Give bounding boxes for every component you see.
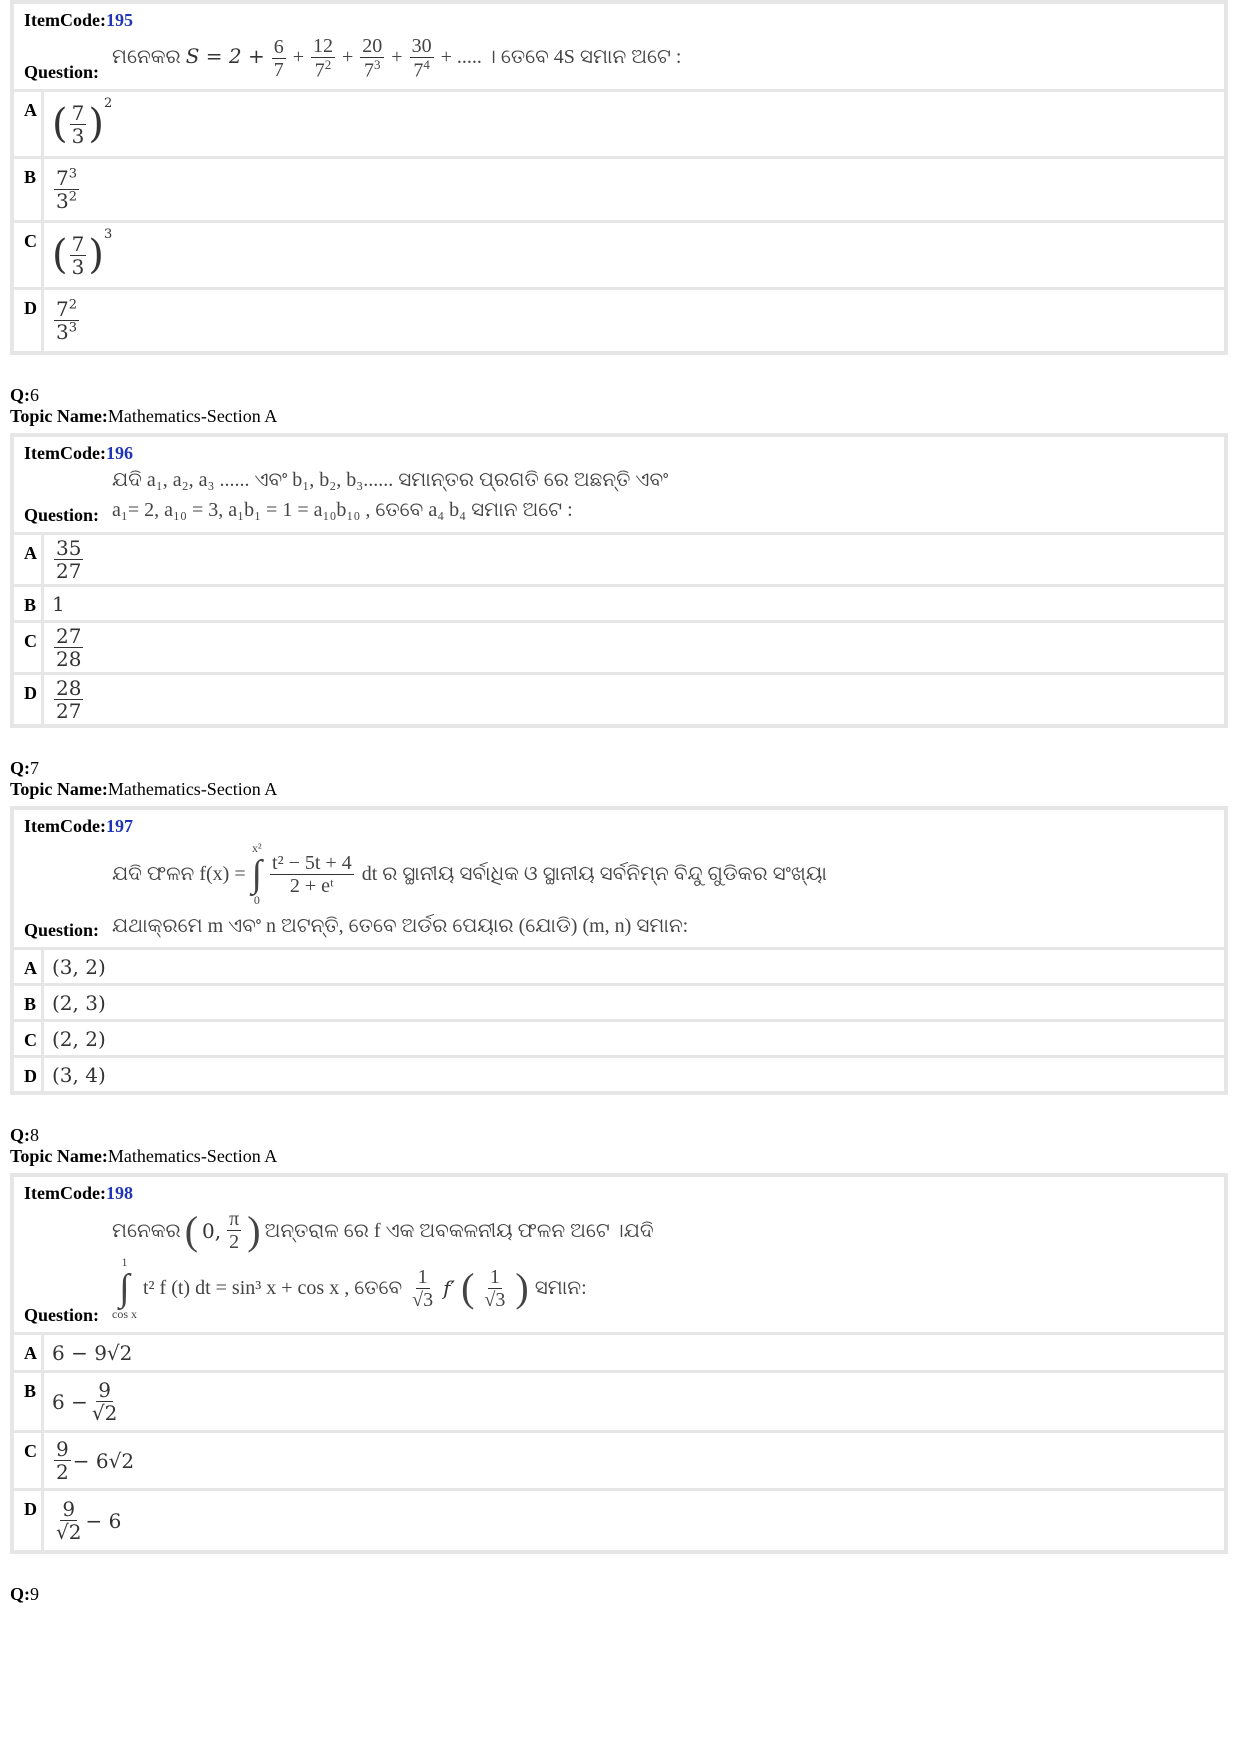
option-value: ( $\frac{7}{3}$ ) $^3$ <box>52 227 113 279</box>
question-body <box>14 1208 1224 1332</box>
option-b[interactable]: B 1 <box>14 584 1224 620</box>
topic-name: Topic Name:Mathematics-Section A <box>10 779 278 799</box>
option-c[interactable]: C $\frac{27}{28}$ <box>14 620 1224 672</box>
topic-name: Topic Name:Mathematics-Section A <box>10 406 278 426</box>
question-text <box>112 35 1214 82</box>
question-number: Q:9 <box>10 1584 39 1604</box>
option-a[interactable]: A (3, 2) <box>14 947 1224 983</box>
option-a[interactable]: A 6 − 9√2 <box>14 1332 1224 1370</box>
option-c[interactable] <box>14 220 1224 287</box>
question-body <box>14 841 1224 947</box>
option-d[interactable]: D $\frac{28}{27}$ <box>14 672 1224 724</box>
option-letter: D <box>14 290 44 351</box>
option-letter: B <box>14 159 44 220</box>
item-code-value: 197 <box>105 816 133 836</box>
question-number: Q:7 <box>10 758 39 778</box>
plus-sign: + <box>287 45 309 68</box>
plus-sign: + <box>337 45 359 68</box>
item-code-row <box>14 4 1224 35</box>
item-code-value: 196 <box>105 443 133 463</box>
option-c[interactable]: C (2, 2) <box>14 1019 1224 1055</box>
option-value: $\frac{7^2}{3^3}$ <box>56 297 78 344</box>
item-code-value: 198 <box>105 1183 133 1203</box>
option-a[interactable]: A $\frac{35}{27}$ <box>14 532 1224 584</box>
series-term: $\frac{30}{7^4}$ <box>411 35 432 82</box>
question-line-1: ଯଦି ଫଳନ f(x) = x² ∫ 0 $\frac{\text{t² − 5t + 4}}{\text{2 + eᵗ}}$ dt ର ସ୍ଥାନୀୟ ସର୍ବାଧିକ ଓ ସ୍ଥାନୀୟ ସର୍ବନିମ୍ନ ବିନ୍ଦୁ ଗୁଡିକର ସଂଖ୍ୟା <box>112 841 827 908</box>
option-b[interactable]: B 6 − $\frac{9}{√2}$ <box>14 1370 1224 1430</box>
question-card-197 <box>10 806 1228 1095</box>
question-line-2: 1 ∫ cos x t² f (t) dt = sin³ x + cos x , ତେବେ $\frac{1}{√3}$ f′ ( $\frac{1}{√3}$ ) ସମାନ: <box>112 1255 587 1322</box>
question-label: Question: <box>24 920 100 940</box>
series-term: $\frac{6}{7}$ <box>273 35 284 81</box>
question-label: Question: <box>24 1305 100 1325</box>
item-code-row: ItemCode:197 <box>24 816 133 836</box>
series-term: $\frac{20}{7^3}$ <box>362 35 383 82</box>
option-letter: A <box>14 92 44 156</box>
option-b[interactable]: B (2, 3) <box>14 983 1224 1019</box>
topic-name: Topic Name:Mathematics-Section A <box>10 1146 278 1166</box>
question-line-1: ଯଦି a₁, a₂, a₃ ...... ଏବଂ b₁, b₂, b₃...... ସମାନ୍ତର ପ୍ରଗତି ରେ ଅଛନ୍ତି ଏବଂ <box>112 469 669 491</box>
question-number: Q:8 <box>10 1125 39 1145</box>
series-terms <box>270 35 436 82</box>
item-code-row: ItemCode:196 <box>24 443 133 463</box>
series-term: $\frac{12}{7^2}$ <box>313 35 333 82</box>
item-code-label: ItemCode: <box>24 10 106 30</box>
plus-sign: + <box>386 45 408 68</box>
question-label: Question: <box>24 505 100 525</box>
item-code-value: 195 <box>105 10 133 30</box>
option-letter: C <box>14 223 44 287</box>
option-d[interactable]: D (3, 4) <box>14 1055 1224 1091</box>
question-line-1: ମନେକର ( 0, $\frac{\pi}{2}$ ) ଅନ୍ତରାଳ ରେ f ଏକ ଅବକଳନୀୟ ଫଳନ ଅଟେ ।ଯଦି <box>112 1207 654 1253</box>
question-card-195 <box>10 0 1228 355</box>
series-start: S = 2 + <box>185 43 265 68</box>
question-line-2: a₁= 2, a₁₀ = 3, a₁b₁ = 1 = a₁₀b₁₀ , ତେବେ a₄ b₄ ସମାନ ଅଟେ : <box>112 499 573 521</box>
question-body <box>14 468 1224 532</box>
option-c[interactable]: C $\frac{9}{2}$ − 6√2 <box>14 1430 1224 1488</box>
option-d[interactable]: D $\frac{9}{√2}$ − 6 <box>14 1488 1224 1550</box>
question-number: Q:6 <box>10 385 39 405</box>
question-suffix: + ..... । ତେବେ 4S ସମାନ ଅଟେ : <box>440 45 682 68</box>
question-label: Question: <box>24 62 100 82</box>
exam-page <box>10 0 1228 1605</box>
option-a[interactable] <box>14 89 1224 156</box>
question-card-196 <box>10 433 1228 728</box>
item-code-row: ItemCode:198 <box>24 1183 133 1203</box>
question-card-198 <box>10 1173 1228 1554</box>
option-value: ( $\frac{7}{3}$ ) $^2$ <box>52 96 113 148</box>
option-value: $\frac{7^3}{3^2}$ <box>56 166 78 213</box>
option-d[interactable] <box>14 287 1224 351</box>
question-line-2: ଯଥାକ୍ରମେ m ଏବଂ n ଅଟନ୍ତି, ତେବେ ଅର୍ଡର ପେୟାର (ଯୋଡି) (m, n) ସମାନ: <box>112 914 689 937</box>
question-body <box>14 35 1224 89</box>
option-b[interactable] <box>14 156 1224 220</box>
question-prefix: ମନେକର <box>112 45 181 68</box>
